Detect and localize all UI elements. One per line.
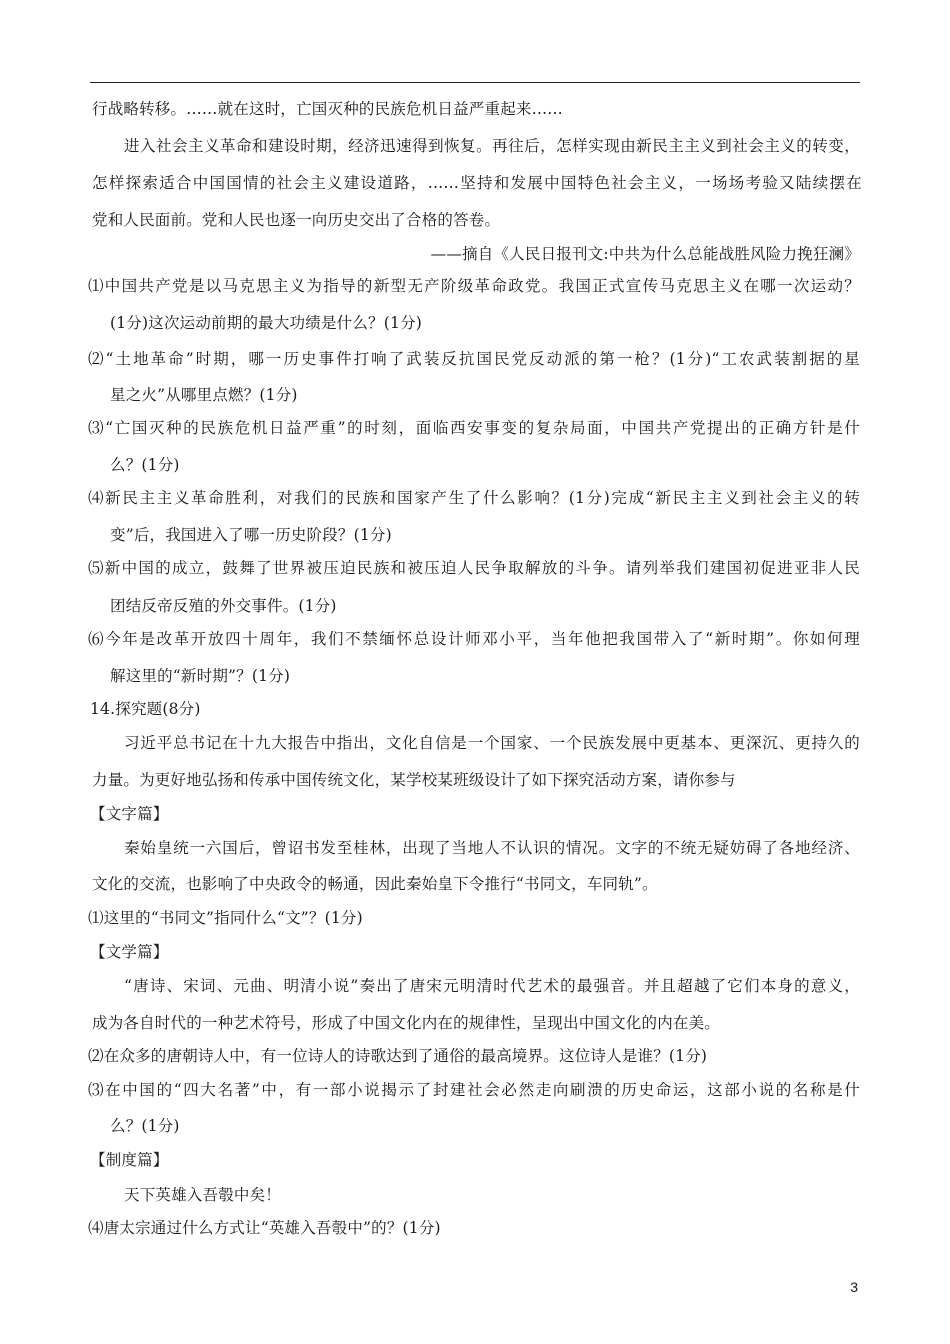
question-item-continued: 么？(1分) <box>110 1117 180 1135</box>
source-attribution: ——摘自《人民日报刊文:中共为什么总能战胜风险力挽狂澜》 <box>430 245 860 263</box>
subsection-heading: 【文字篇】 <box>90 805 169 823</box>
question-4: ⑷新民主主义革命胜利，对我们的民族和国家产生了什么影响？(1分)完成“新民主主义到社会主义的转 <box>88 489 860 507</box>
question-4-continued: 变”后，我国进入了哪一历史阶段？(1分) <box>110 526 392 544</box>
paragraph-line: 习近平总书记在十九大报告中指出，文化自信是一个国家、一个民族发展中更基本、更深沉、更持久的 <box>124 734 860 752</box>
question-2-continued: 星之火”从哪里点燃？(1分) <box>110 386 298 404</box>
question-6: ⑹今年是改革开放四十周年，我们不禁缅怀总设计师邓小平，当年他把我国带入了“新时期”。你如何理 <box>88 630 860 648</box>
question-2: ⑵“土地革命”时期，哪一历史事件打响了武装反抗国民党反动派的第一枪？(1分)“工农武装割据的星 <box>88 350 860 368</box>
paragraph-line: 成为各自时代的一种艺术符号，形成了中国文化内在的规律性，呈现出中国文化的内在美。 <box>92 1014 721 1032</box>
section-heading-14: 14.探究题(8分) <box>90 700 201 718</box>
subsection-heading: 【制度篇】 <box>90 1151 169 1169</box>
paragraph-line: 文化的交流，也影响了中央政令的畅通，因此秦始皇下令推行“书同文，车同轨”。 <box>92 875 658 893</box>
paragraph-line: 力量。为更好地弘扬和传承中国传统文化，某学校某班级设计了如下探究活动方案，请你参与 <box>92 771 736 789</box>
question-5-continued: 团结反帝反殖的外交事件。(1分) <box>110 597 337 615</box>
page-number: 3 <box>850 1279 858 1295</box>
paragraph-line: 党和人民面前。党和人民也逐一向历史交出了合格的答卷。 <box>92 211 501 229</box>
paragraph-line: 怎样探索适合中国国情的社会主义建设道路，……坚持和发展中国特色社会主义，一场场考验又陆续摆在 <box>92 174 862 192</box>
paragraph-line: “唐诗、宋词、元曲、明清小说”奏出了唐宋元明清时代艺术的最强音。并且超越了它们本身的意义， <box>124 977 860 995</box>
question-3: ⑶“亡国灭种的民族危机日益严重”的时刻，面临西安事变的复杂局面，中国共产党提出的正确方针是什 <box>88 419 860 437</box>
subsection-heading: 【文学篇】 <box>90 943 169 961</box>
question-item: ⑵在众多的唐朝诗人中，有一位诗人的诗歌达到了通俗的最高境界。这位诗人是谁？(1分) <box>88 1047 708 1065</box>
paragraph-line: 进入社会主义革命和建设时期，经济迅速得到恢复。再往后，怎样实现由新民主主义到社会主义的转变， <box>124 137 860 155</box>
question-item: ⑷唐太宗通过什么方式让“英雄入吾彀中”的？(1分) <box>88 1219 441 1237</box>
question-item: ⑴这里的“书同文”指同什么“文”？(1分) <box>88 909 363 927</box>
header-rule <box>90 82 860 83</box>
question-3-continued: 么？(1分) <box>110 456 180 474</box>
question-6-continued: 解这里的“新时期”？(1分) <box>110 667 291 685</box>
paragraph-line: 行战略转移。……就在这时，亡国灭种的民族危机日益严重起来…… <box>92 100 564 118</box>
quote-line: 天下英雄入吾彀中矣！ <box>124 1186 282 1204</box>
question-item: ⑶在中国的“四大名著”中，有一部小说揭示了封建社会必然走向刷溃的历史命运，这部小说的名称是什 <box>88 1081 860 1099</box>
paragraph-line: 秦始皇统一六国后，曾诏书发至桂林，出现了当地人不认识的情况。文字的不统无疑妨碍了各地经济、 <box>124 839 860 857</box>
question-1: ⑴中国共产党是以马克思主义为指导的新型无产阶级革命政党。我国正式宣传马克思主义在哪一次运动？ <box>88 277 860 295</box>
question-5: ⑸新中国的成立，鼓舞了世界被压迫民族和被压迫人民争取解放的斗争。请列举我们建国初促进亚非人民 <box>88 559 860 577</box>
question-1-continued: (1分)这次运动前期的最大功绩是什么？(1分) <box>110 314 423 332</box>
